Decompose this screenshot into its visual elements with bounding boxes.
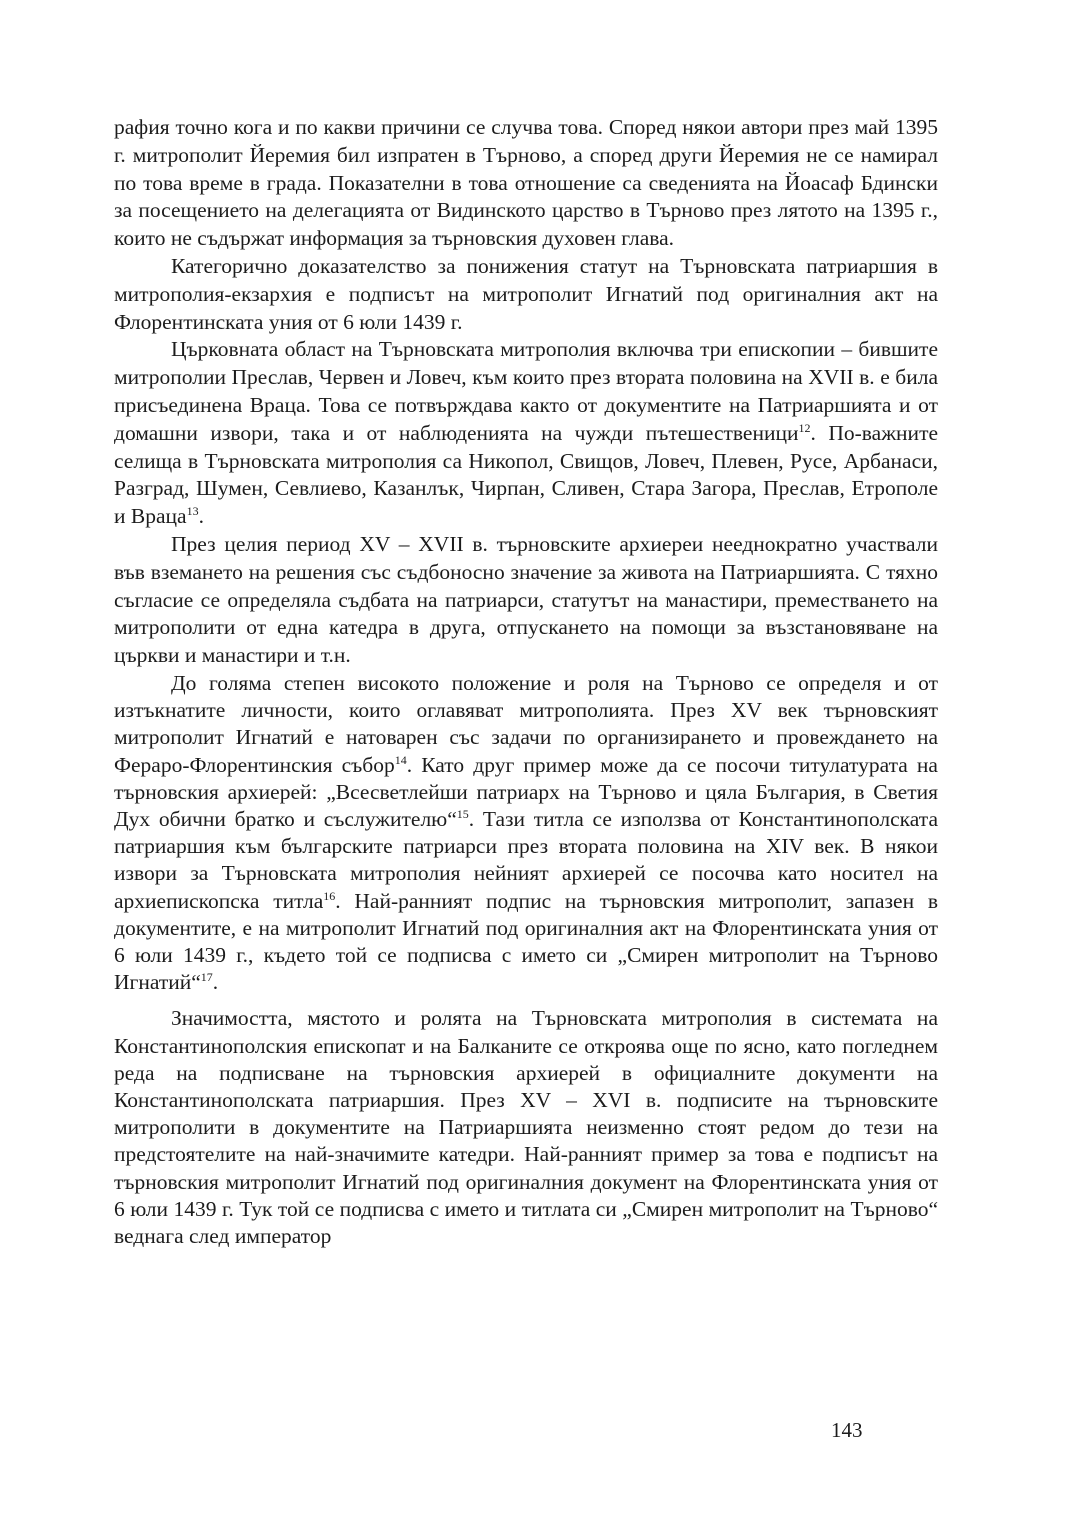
p2-text: Категорично доказателство за понижения статут на Търновската патриаршия в митрополия-екзархия е подписът на митрополит Игнатий под оригиналния акт на Флорентинската уния от 6 юли 1439 г. [114,253,938,334]
p3-text-a: Църковната област на Търновската митрополия включва три епископии – бившите митрополии Преслав, Червен и Ловеч, към които през втората половина на XVII в. е била присъединена Враца. Това се потвърждава както от документите на Патриаршията и от домашни извори, така и от наблюденията на чужди пътешественици [114,337,938,445]
footnote-ref-16[interactable]: 16 [323,888,336,903]
p6-text: Значимостта, мястото и ролята на Търновската митрополия в системата на Константинополския епископат и на Балканите се откроява още по ясно, като погледнем реда на подписване на търновския архиерей в официалните документи на Константинополската патриаршия. През XV – XVI в. подписите на търновските митрополити в документите на Патриаршията неизменно стоят редом до тези на предстоятелите на най-значимите катедри. Най-ранният пример за това е подписът на търновския митрополит Игнатий под оригиналния документ на Флорентинската уния от 6 юли 1439 г. Тук той се подписва с името и титлата си „Смирен митрополит на Търново“ веднага след император [114,1006,938,1248]
footnote-ref-14[interactable]: 14 [394,752,407,767]
p1-text: рафия точно кога и по какви причини се случва това. Според някои автори през май 1395 г. митрополит Йеремия бил изпратен в Търново, а според други Йеремия не се намирал по това време в града. Показателни в това отношение са сведенията на Йоасаф Бдински за посещението на делегацията от Видинското царство в Търново през лятото на 1395 г., които не съдържат информация за търновския духовен глава. [114,115,938,251]
p5-text-e: . [212,970,219,995]
footnote-ref-13[interactable]: 13 [186,504,199,518]
page-number-text: 143 [831,1418,863,1442]
paragraph-4 [114,531,938,670]
paragraph-2 [114,253,938,336]
p3-text-c: . [198,504,204,529]
p5-text-a: До голяма степен високото положение и роля на Търново се определя и от изтъкнатите личности, които оглавяват митрополията. През XV век търновският митрополит Игнатий е натоварен със задачи по организирането и провеждането на Фераро-Флорентинския събор [114,670,938,777]
footnote-ref-15[interactable]: 15 [456,806,469,821]
page-number [0,1418,1080,1443]
page-body [114,114,938,1250]
p5-text-d: . Най-ранният подпис на търновския митрополит, запазен в документите, е на митрополит Игнатий под оригиналния акт на Флорентинската уния от 6 юли 1439 г., където той се подписва с името си „Смирен митрополит на Търново Игнатий“ [114,888,939,995]
paragraph-5 [114,670,938,996]
paragraph-1 [114,114,938,253]
paragraph-6 [114,1005,938,1250]
p5-text-c: . Тази титла се използва от Константинополската патриаршия към българските патриарси през втората половина на XIV век. В някои извори за Търновската митрополия нейният архиерей се посочва като носител на архиепископска титла [114,806,938,913]
p4-text: През целия период XV – XVII в. търновските архиереи нееднократно участвали във вземането на решения със съдбоносно значение за живота на Патриаршията. С тяхно съгласие се определяла съдбата на патриарси, статутът на манастири, преместването на митрополити от една катедра в друга, отпускането на помощи за възстановяване на църкви и манастири и т.н. [114,531,938,668]
p3-text-b: . По-важните селища в Търновската митрополия са Никопол, Свищов, Ловеч, Плевен, Русе, Арбанаси, Разград, Шумен, Севлиево, Казанлък, Чирпан, Сливен, Стара Загора, Преслав, Етрополе и Враца [114,420,939,529]
paragraph-3 [114,336,938,531]
p5-text-b: . Като друг пример може да се посочи титулатурата на търновския архиерей: „Всесветлейши патриарх на Търново и цяла България, в Светия Дух обични братко и съслужителю“ [114,752,938,831]
footnote-ref-17[interactable]: 17 [200,970,213,985]
footnote-ref-12[interactable]: 12 [798,420,811,435]
